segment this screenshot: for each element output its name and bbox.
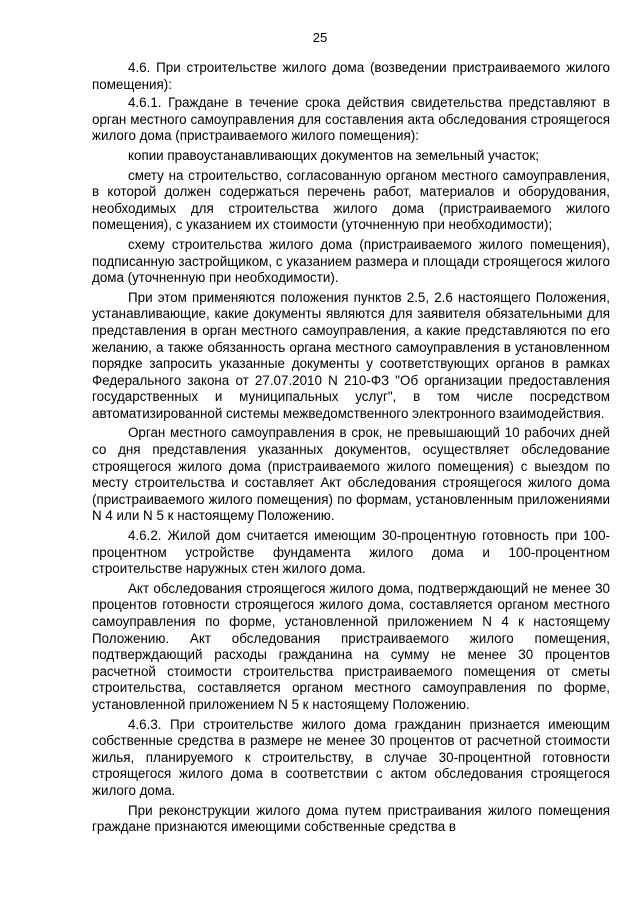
paragraph-provisions: При этом применяются положения пунктов 2.5, 2.6 настоящего Положения, устанавливающие, какие документы являются для заявителя обязательными для представления в орган местного самоуправления, а какие представляются по его желанию, а также обязанность органа местного самоуправления в установленном порядке запросить указанные документы у соответствующих органов в рамках Федерального закона от 27.07.2010 N 210-ФЗ "Об организации предоставления государственных и муниципальных услуг", в том числе посредством автоматизированной системы межведомственного электронного взаимодействия. bbox=[92, 289, 610, 421]
paragraph-reconstruction: При реконструкции жилого дома путем пристраивания жилого помещения граждане признаются имеющими собственные средства в bbox=[92, 802, 610, 835]
paragraph-inspection-act: Акт обследования строящегося жилого дома, подтверждающий не менее 30 процентов готовности строящегося жилого дома, составляется органом местного самоуправления по форме, установленной приложением N 4 к настоящему Положению. Акт обследования пристраиваемого жилого помещения, подтверждающий расходы гражданина на сумму не менее 30 процентов расчетной стоимости строительства пристраиваемого помещения от сметы строительства, составляется органом местного самоуправления по форме, установленной приложением N 5 к настоящему Положению. bbox=[92, 580, 610, 712]
list-item-estimate: смету на строительство, согласованную органом местного самоуправления, в которой должен содержаться перечень работ, материалов и оборудования, необходимых для строительства жилого дома (пристраиваемого жилого помещения), с указанием их стоимости (уточненную при необходимости); bbox=[92, 167, 610, 233]
paragraph-inspection: Орган местного самоуправления в срок, не превышающий 10 рабочих дней со дня представления указанных документов, осуществляет обследование строящегося жилого дома (пристраиваемого жилого помещения) с выездом по месту строительства и составляет Акт обследования строящегося жилого дома (пристраиваемого жилого помещения) по формам, установленным приложениями N 4 или N 5 к настоящему Положению. bbox=[92, 425, 610, 524]
paragraph-4-6-3: 4.6.3. При строительстве жилого дома гражданин признается имеющим собственные средства в размере не менее 30 процентов от расчетной стоимости жилья, планируемого к строительству, в случае 30-процентной готовности строящегося жилого дома в соответствии с актом обследования строящегося жилого дома. bbox=[92, 716, 610, 798]
list-item-land-documents: копии правоустанавливающих документов на земельный участок; bbox=[128, 147, 539, 163]
document-body bbox=[92, 60, 610, 838]
paragraph-4-6-1: 4.6.1. Граждане в течение срока действия свидетельства представляют в орган местного самоуправления для составления акта обследования строящегося жилого дома (пристраиваемого жилого помещения): bbox=[92, 95, 610, 144]
paragraph-4-6-2: 4.6.2. Жилой дом считается имеющим 30-процентную готовность при 100-процентном устройстве фундамента жилого дома и 100-процентном строительстве наружных стен жилого дома. bbox=[92, 528, 610, 577]
paragraph-4-6: 4.6. При строительстве жилого дома (возведении пристраиваемого жилого помещения): bbox=[92, 60, 610, 92]
page-number: 25 bbox=[312, 30, 328, 45]
list-item-construction-scheme: схему строительства жилого дома (пристраиваемого жилого помещения), подписанную застройщиком, с указанием размера и площади строящегося жилого дома (уточненную при необходимости). bbox=[92, 236, 610, 286]
